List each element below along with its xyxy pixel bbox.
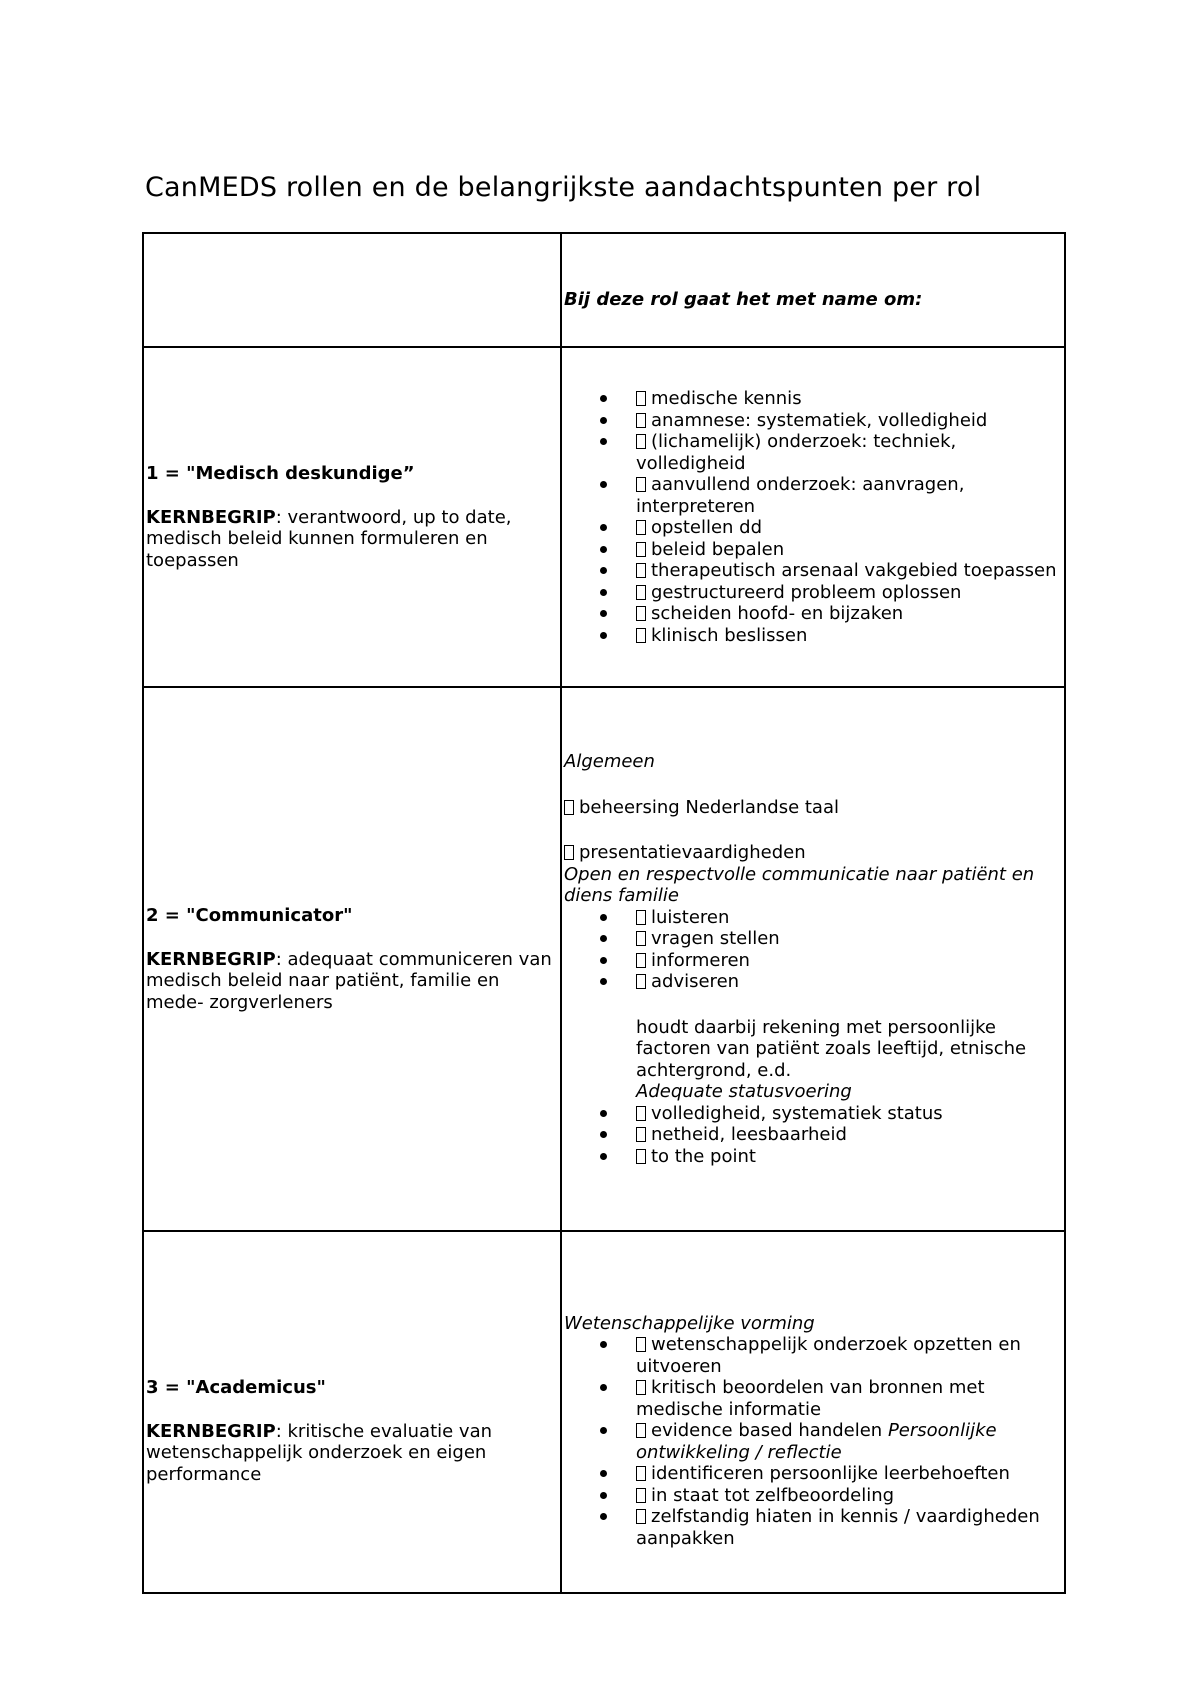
- list-item: [636, 1420, 1064, 1463]
- list-item: [636, 539, 1064, 561]
- checkbox-glyph-icon: [636, 1127, 646, 1142]
- list-item: [636, 971, 1064, 993]
- page-title: CanMEDS rollen en de belangrijkste aandachtspunten per rol: [145, 172, 982, 203]
- text-line-content: presentatievaardigheden: [579, 842, 806, 863]
- list-item-text: adviseren: [651, 971, 740, 992]
- role-cell: [143, 687, 561, 1231]
- checkbox-glyph-icon: [636, 1488, 646, 1503]
- header-empty-cell: [143, 233, 561, 347]
- list-item-text: informeren: [651, 949, 750, 971]
- list-item: [636, 1103, 1064, 1125]
- list-item-text: opstellen dd: [651, 517, 763, 538]
- list-item: [636, 1124, 1064, 1146]
- checkbox-glyph-icon: [636, 520, 646, 535]
- list-item: [636, 907, 1064, 929]
- kernbegrip: [146, 507, 560, 572]
- checkbox-glyph-icon: [564, 845, 574, 860]
- kernbegrip-text: : kritische evaluatie van wetenschappelijk onderzoek en eigen performance: [146, 1420, 493, 1485]
- list-item-text: volledigheid, systematiek status: [651, 1102, 943, 1124]
- list-item-text: evidence based handelen: [651, 1420, 883, 1442]
- header-text: Bij deze rol gaat het met name om:: [564, 289, 923, 311]
- role-name: 1 = "Medisch deskundige”: [146, 463, 415, 484]
- list-item-text: klinisch beslissen: [651, 624, 808, 646]
- checkbox-glyph-icon: [636, 563, 646, 578]
- bullet-list: [564, 907, 1064, 993]
- kernbegrip-label: KERNBEGRIP: [146, 506, 276, 528]
- list-item-text: kritisch beoordelen van bronnen met medische informatie: [636, 1377, 985, 1420]
- text-line: [564, 842, 1064, 864]
- kernbegrip-text: : adequaat communiceren van medisch beleid naar patiënt, familie en mede- zorgverleners: [146, 948, 552, 1013]
- list-item-text: anamnese: systematiek, volledigheid: [651, 409, 988, 431]
- list-item: [636, 950, 1064, 972]
- list-item: [636, 560, 1064, 582]
- list-item-text: zelfstandig hiaten in kennis / vaardigheden aanpakken: [636, 1506, 1040, 1549]
- subheading: Persoonlijke ontwikkeling / reflectie: [636, 1420, 997, 1463]
- list-item: [636, 517, 1064, 539]
- list-item-text: therapeutisch arsenaal vakgebied toepassen: [651, 560, 1057, 581]
- checkbox-glyph-icon: [564, 800, 574, 815]
- checkbox-glyph-icon: [636, 1466, 646, 1481]
- list-item-text: (lichamelijk) onderzoek: techniek, volledigheid: [636, 431, 957, 474]
- list-item: [636, 928, 1064, 950]
- bullet-list: [564, 1334, 1064, 1463]
- bullet-list: [564, 388, 1064, 646]
- canmeds-table: [142, 232, 1066, 1594]
- checkbox-glyph-icon: [636, 628, 646, 643]
- list-item: [636, 431, 1064, 474]
- list-item-text: vragen stellen: [651, 928, 780, 949]
- list-item-text: identificeren persoonlijke leerbehoeften: [651, 1463, 1010, 1485]
- checkbox-glyph-icon: [636, 434, 646, 449]
- list-item-text: beleid bepalen: [651, 538, 785, 560]
- role-cell: [143, 347, 561, 687]
- kernbegrip: [146, 1421, 560, 1486]
- bullet-list: [564, 1103, 1064, 1168]
- kernbegrip-label: KERNBEGRIP: [146, 948, 276, 970]
- list-item-text: medische kennis: [651, 388, 802, 409]
- kernbegrip: [146, 949, 560, 1014]
- checkbox-glyph-icon: [636, 606, 646, 621]
- list-item-text: scheiden hoofd- en bijzaken: [651, 603, 904, 624]
- checkbox-glyph-icon: [636, 1149, 646, 1164]
- kernbegrip-label: KERNBEGRIP: [146, 1420, 276, 1442]
- text-line: [564, 797, 1064, 819]
- checkbox-glyph-icon: [636, 974, 646, 989]
- checkbox-glyph-icon: [636, 413, 646, 428]
- table-row: [143, 347, 1065, 687]
- table-row: [143, 1231, 1065, 1593]
- subheading: Open en respectvolle communicatie naar patiënt en diens familie: [564, 863, 1035, 906]
- details-cell: [561, 347, 1065, 687]
- checkbox-glyph-icon: [636, 1337, 646, 1352]
- details-cell: [561, 1231, 1065, 1593]
- list-item: [636, 603, 1064, 625]
- role-name: 2 = "Communicator": [146, 905, 353, 926]
- list-item-text: aanvullend onderzoek: aanvragen, interpreteren: [636, 474, 965, 517]
- list-item-text: luisteren: [651, 906, 730, 928]
- list-item-text: gestructureerd probleem oplossen: [651, 581, 962, 603]
- checkbox-glyph-icon: [636, 1380, 646, 1395]
- bullet-list: [564, 1463, 1064, 1549]
- list-item: [636, 582, 1064, 604]
- list-item: [636, 1485, 1064, 1507]
- subheading: Wetenschappelijke vorming: [564, 1312, 815, 1334]
- kernbegrip-text: : verantwoord, up to date, medisch beleid kunnen formuleren en toepassen: [146, 506, 512, 571]
- list-item-text: netheid, leesbaarheid: [651, 1124, 847, 1145]
- details-cell: [561, 687, 1065, 1231]
- text-line-content: beheersing Nederlandse taal: [579, 796, 839, 818]
- checkbox-glyph-icon: [636, 477, 646, 492]
- checkbox-glyph-icon: [636, 585, 646, 600]
- subheading: Adequate statusvoering: [636, 1081, 852, 1102]
- list-item: [636, 388, 1064, 410]
- list-item-text: to the point: [651, 1145, 756, 1167]
- checkbox-glyph-icon: [636, 1423, 646, 1438]
- note-text: houdt daarbij rekening met persoonlijke factoren van patiënt zoals leeftijd, etnische achtergrond, e.d.: [636, 1016, 1027, 1081]
- table-header-row: [143, 233, 1065, 347]
- list-item-text: wetenschappelijk onderzoek opzetten en uitvoeren: [636, 1334, 1021, 1377]
- checkbox-glyph-icon: [636, 1509, 646, 1524]
- checkbox-glyph-icon: [636, 910, 646, 925]
- list-item: [636, 474, 1064, 517]
- list-item: [636, 1334, 1064, 1377]
- list-item-text: in staat tot zelfbeoordeling: [651, 1484, 895, 1506]
- checkbox-glyph-icon: [636, 391, 646, 406]
- checkbox-glyph-icon: [636, 542, 646, 557]
- list-item: [636, 1463, 1064, 1485]
- list-item: [636, 1377, 1064, 1420]
- list-item: [636, 1146, 1064, 1168]
- checkbox-glyph-icon: [636, 953, 646, 968]
- checkbox-glyph-icon: [636, 1106, 646, 1121]
- role-cell: [143, 1231, 561, 1593]
- subheading: Algemeen: [564, 751, 655, 772]
- list-item: [636, 625, 1064, 647]
- list-item: [636, 1506, 1064, 1549]
- checkbox-glyph-icon: [636, 931, 646, 946]
- table-row: [143, 687, 1065, 1231]
- header-cell: [561, 233, 1065, 347]
- list-item: [636, 410, 1064, 432]
- role-name: 3 = "Academicus": [146, 1377, 326, 1398]
